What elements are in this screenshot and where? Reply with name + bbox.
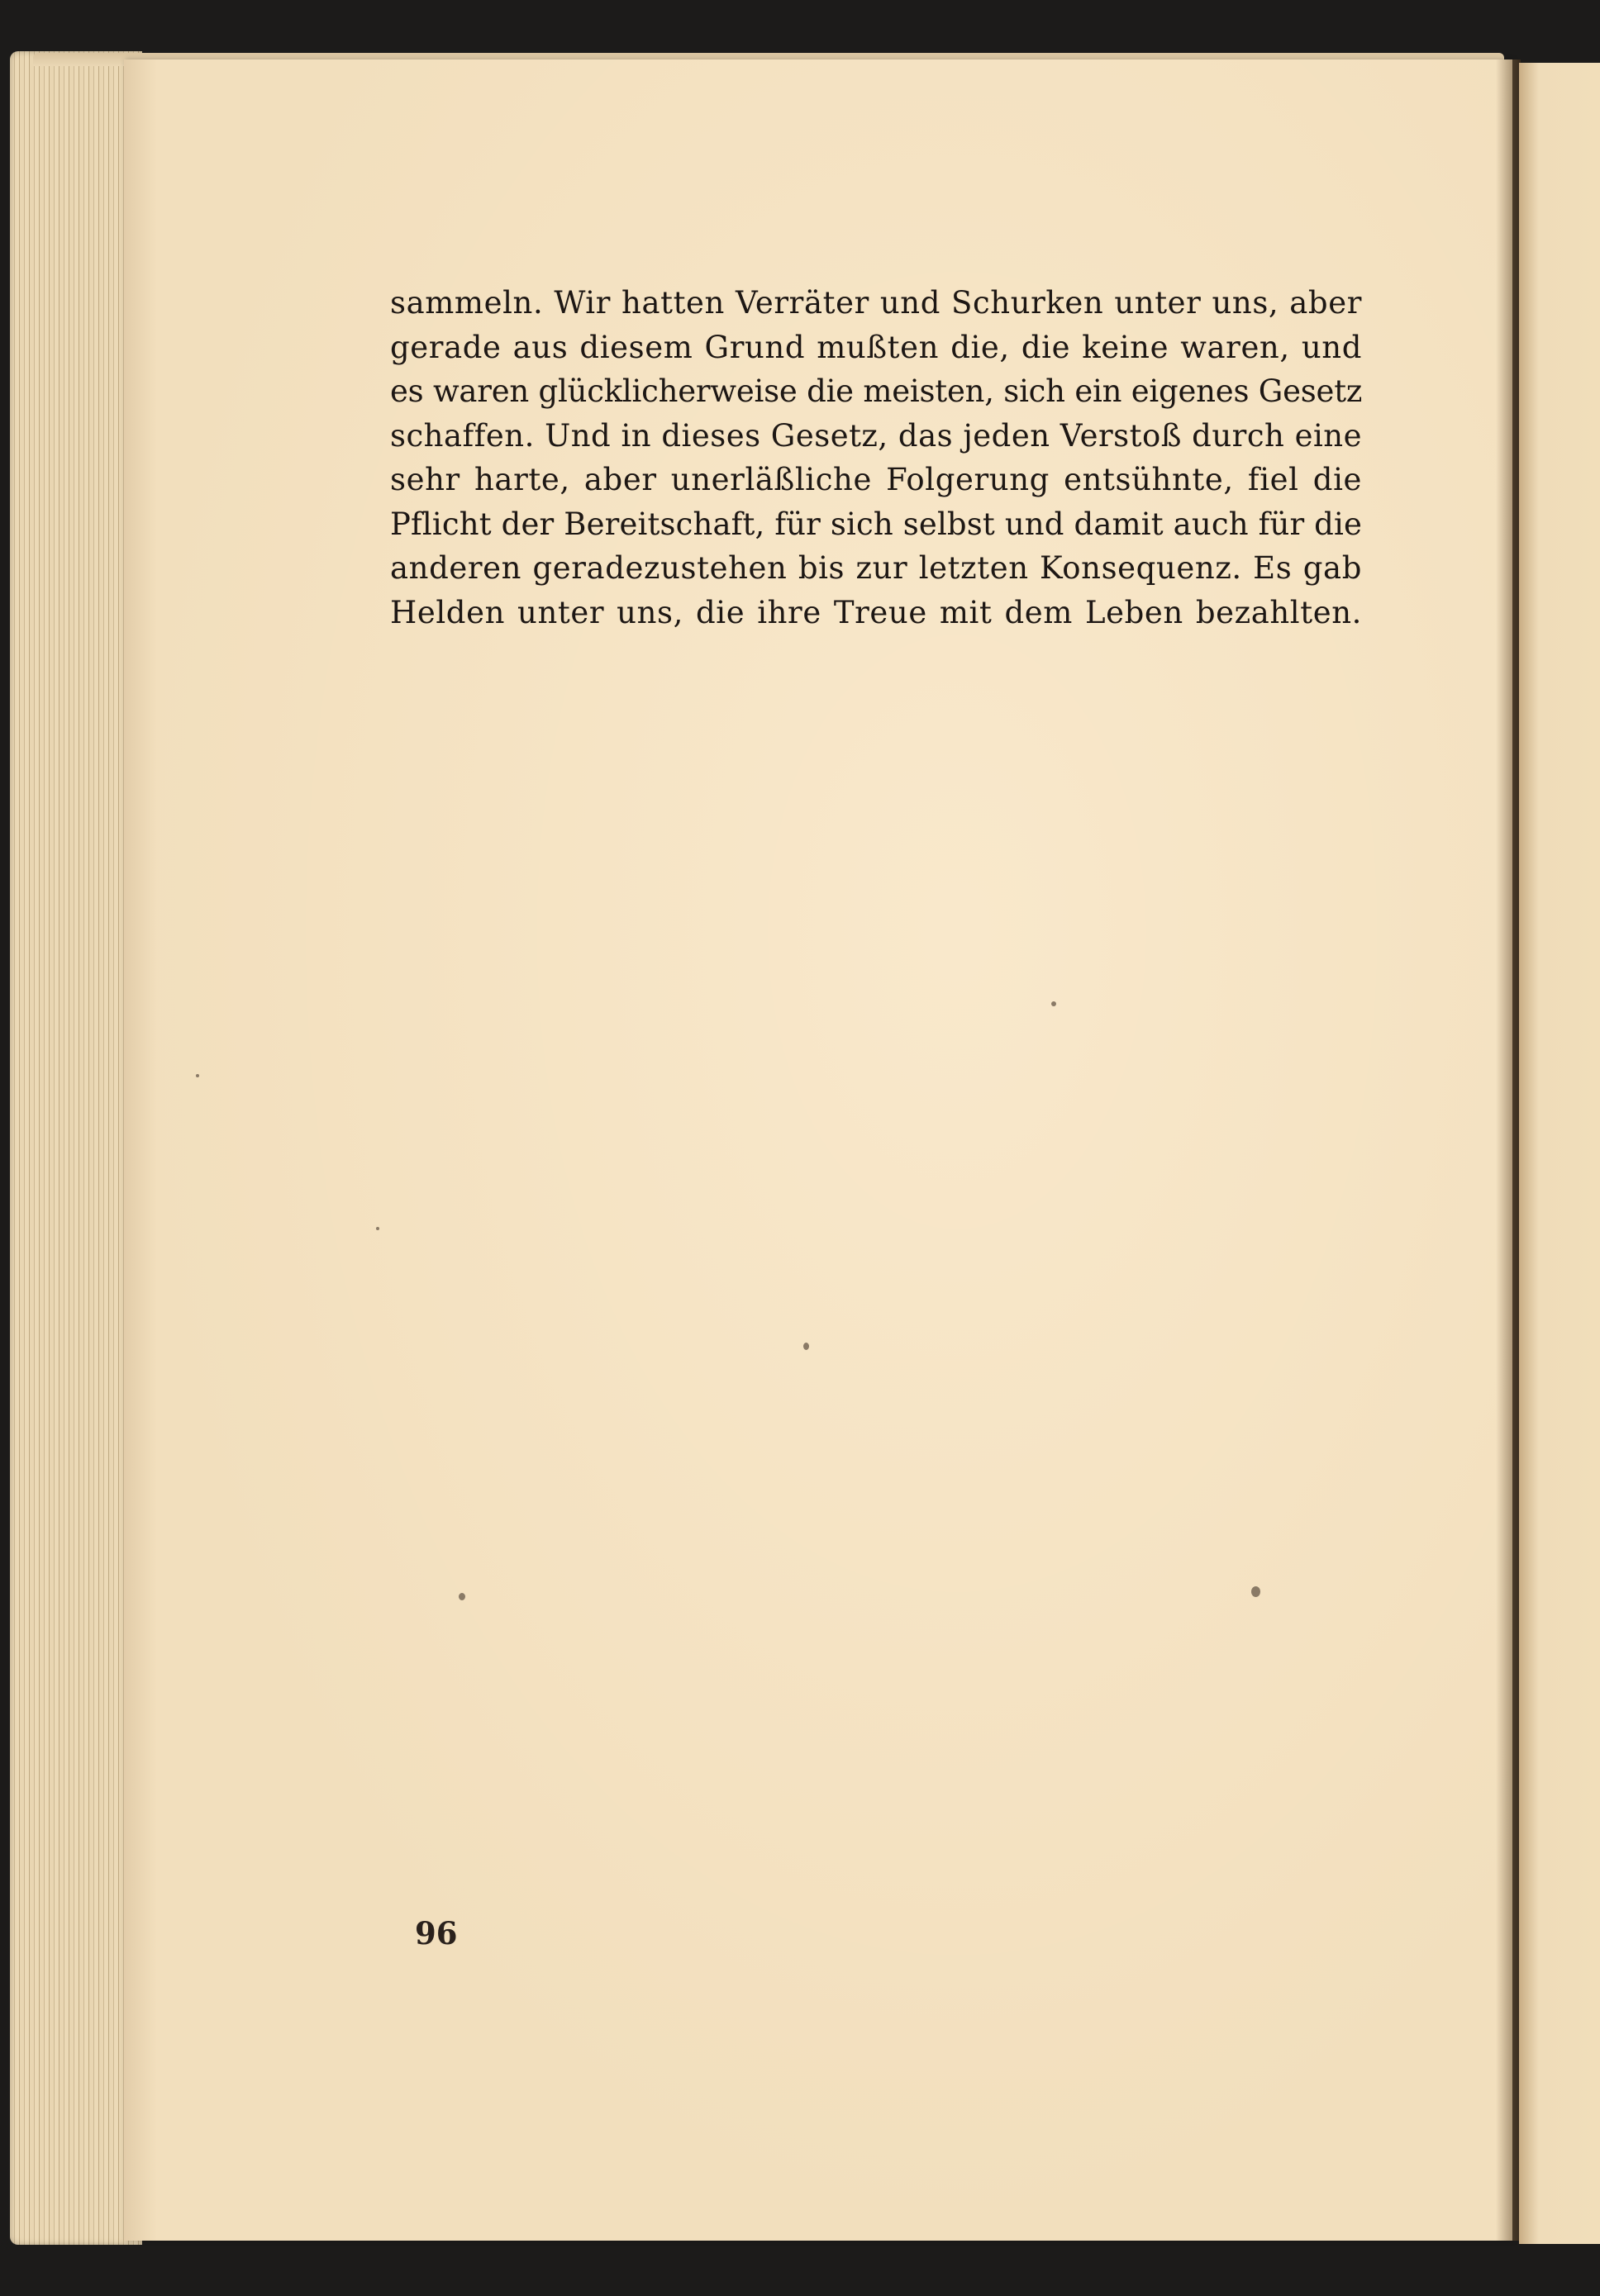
text-line: gerade aus diesem Grund mußten die, die keine waren, und [390, 329, 1362, 365]
paper-speck [803, 1343, 809, 1350]
text-line: Helden unter uns, die ihre Treue mit dem Leben bezahlten. [390, 594, 1362, 630]
paper-speck [376, 1227, 379, 1230]
body-text [390, 281, 1362, 635]
paper-speck [1051, 1001, 1056, 1006]
text-line: sehr harte, aber unerläßliche Folgerung entsühnte, fiel die [390, 462, 1362, 497]
paper-speck [1251, 1586, 1260, 1597]
text-line: schaffen. Und in dieses Gesetz, das jeden Verstoß durch eine [390, 417, 1362, 454]
facing-page-edge [1519, 63, 1600, 2244]
text-line: Pflicht der Bereitschaft, für sich selbst und damit auch für die [390, 506, 1363, 542]
book-page-edges [10, 51, 142, 2245]
paper-speck [459, 1593, 465, 1600]
text-line: anderen geradezustehen bis zur letzten Konsequenz. Es gab [390, 550, 1362, 586]
binding-gutter [1496, 59, 1521, 2241]
text-line: sammeln. Wir hatten Verräter und Schurken unter uns, aber [390, 285, 1362, 321]
paper-speck [196, 1074, 199, 1077]
text-line: es waren glücklicherweise die meisten, sich ein eigenes Gesetz [390, 373, 1363, 409]
page-number: 96 [415, 1915, 458, 1951]
